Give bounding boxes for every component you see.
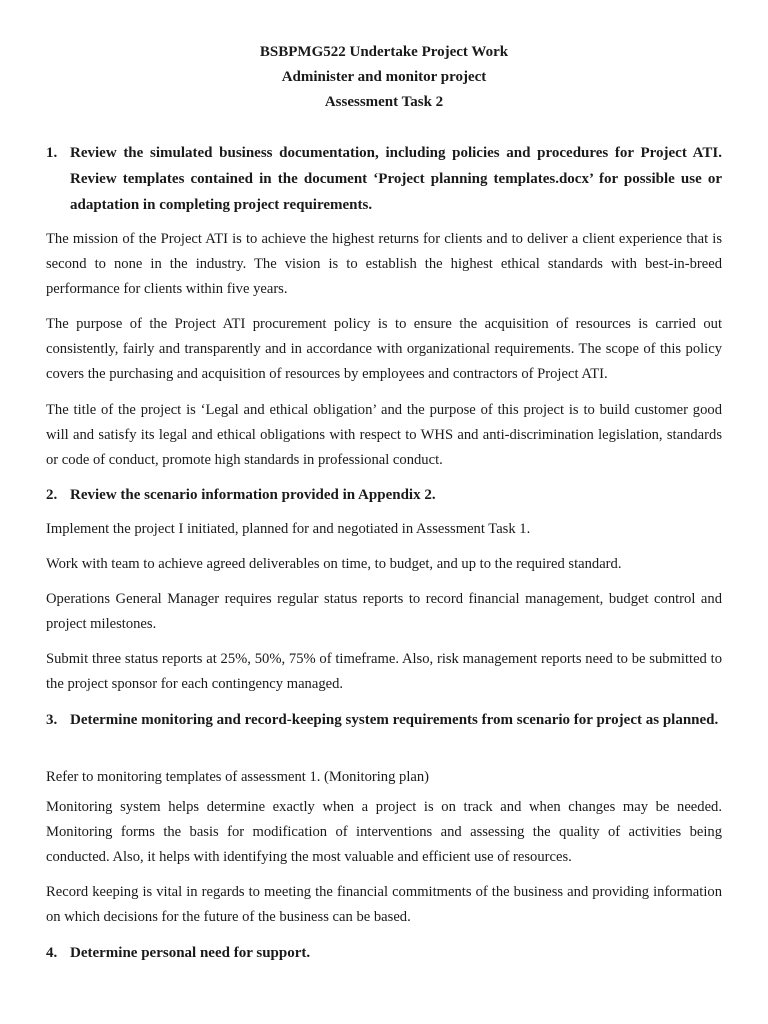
- document-header: [46, 40, 722, 115]
- section-heading-4: [46, 940, 722, 966]
- paragraph: The mission of the Project ATI is to achieve the highest returns for clients and to deliver a client experience that is second to none in the industry. The vision is to establish the highest ethical standards with best-in-breed performance for clients within five years.: [46, 231, 722, 297]
- paragraph: The purpose of the Project ATI procurement policy is to ensure the acquisition of resources is carried out consistently, fairly and transparently and in accordance with organizational requirements. The scope of this policy covers the purchasing and acquisition of resources by employees and contractors of Project ATI.: [46, 316, 722, 382]
- section-number: 3.: [46, 712, 58, 728]
- section-heading-text: Determine personal need for support.: [70, 945, 311, 961]
- assessment-title: Assessment Task 2: [324, 94, 444, 110]
- section-number: 1.: [46, 145, 58, 161]
- section-number: 4.: [46, 945, 58, 961]
- paragraph: Implement the project I initiated, planned for and negotiated in Assessment Task 1.: [46, 521, 531, 537]
- section-heading-1: [46, 140, 722, 218]
- section-heading-2: [46, 482, 722, 508]
- section-heading-3: [46, 707, 722, 733]
- task-subtitle: Administer and monitor project: [281, 69, 487, 85]
- paragraph: Refer to monitoring templates of assessment 1. (Monitoring plan): [46, 769, 430, 785]
- paragraph: Monitoring system helps determine exactly when a project is on track and when changes may be needed. Monitoring forms the basis for modification of interventions and assessing the quality of activities being conducted. Also, it helps with identifying the most valuable and efficient use of resources.: [46, 799, 722, 865]
- paragraph: Work with team to achieve agreed deliverables on time, to budget, and up to the required standard.: [46, 556, 622, 572]
- paragraph: Operations General Manager requires regular status reports to record financial management, budget control and project milestones.: [46, 591, 722, 632]
- paragraph: Record keeping is vital in regards to meeting the financial commitments of the business and providing information on which decisions for the future of the business can be based.: [46, 884, 722, 925]
- section-heading-text: Review the scenario information provided in Appendix 2.: [70, 487, 436, 503]
- section-heading-text: Review the simulated business documentation, including policies and procedures for Project ATI. Review templates contained in the document ‘Project planning templates.docx’ for possible use or adaptation in completing project requirements.: [70, 145, 722, 213]
- unit-title: BSBPMG522 Undertake Project Work: [259, 44, 509, 60]
- section-heading-text: Determine monitoring and record-keeping system requirements from scenario for project as planned.: [70, 712, 719, 728]
- section-number: 2.: [46, 487, 58, 503]
- paragraph: The title of the project is ‘Legal and ethical obligation’ and the purpose of this project is to build customer good will and satisfy its legal and ethical obligations with respect to WHS and anti-discrimination legislation, standards or code of conduct, promote high standards in professional conduct.: [46, 402, 722, 468]
- paragraph: Submit three status reports at 25%, 50%, 75% of timeframe. Also, risk management reports need to be submitted to the project sponsor for each contingency managed.: [46, 651, 722, 692]
